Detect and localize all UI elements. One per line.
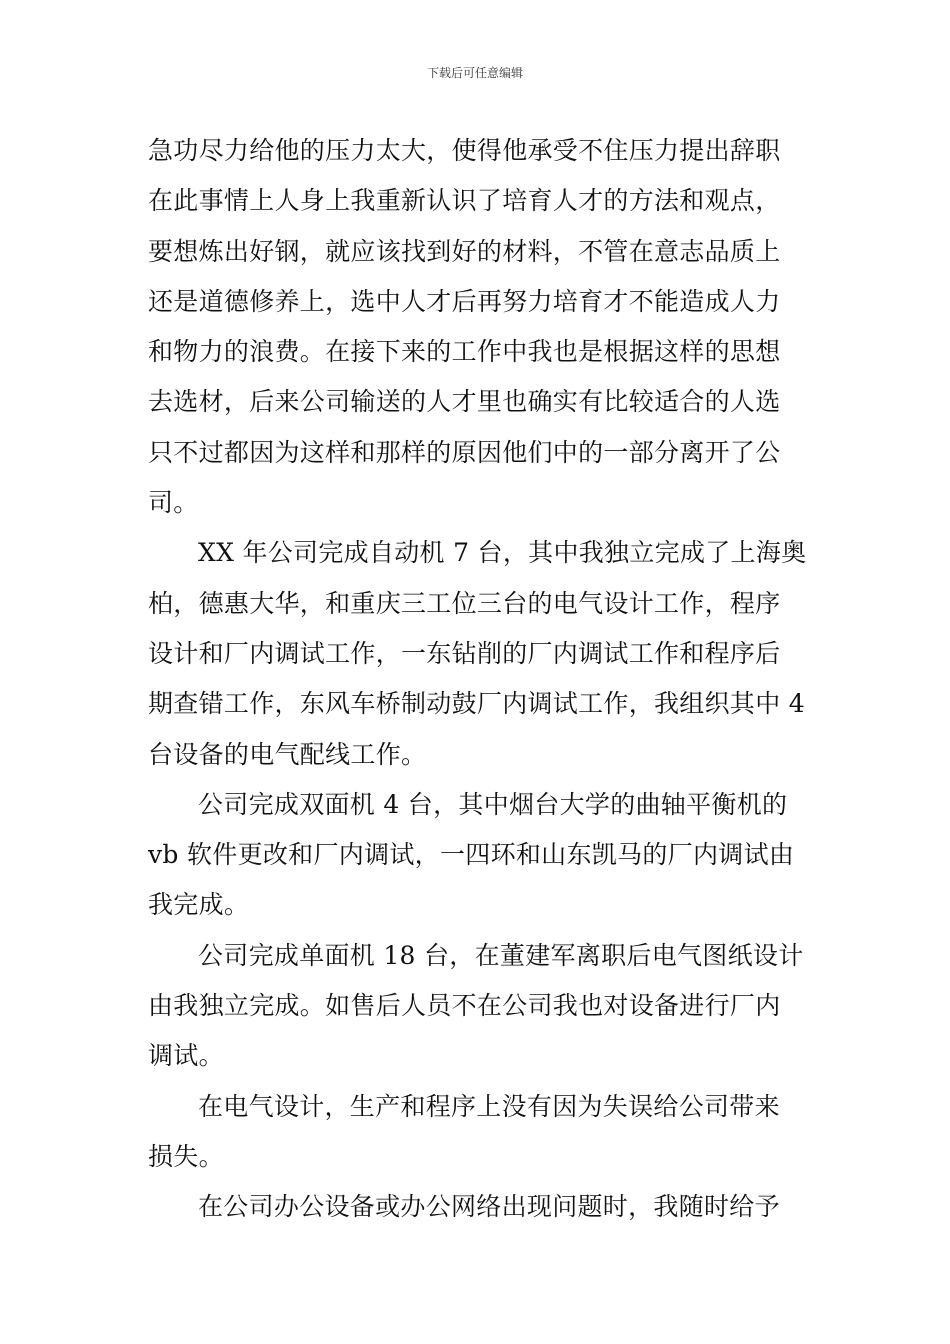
text-line: 还是道德修养上，选中人才后再努力培育才不能造成人力 [148,286,781,316]
text-line: 柏，德惠大华，和重庆三工位三台的电气设计工作，程序 [148,588,781,618]
text-line: 在公司办公设备或办公网络出现问题时，我随时给予 [198,1192,780,1222]
text-line: vb 软件更改和厂内调试，一四环和山东凯马的厂内调试由 [148,840,795,870]
text-line: 和物力的浪费。在接下来的工作中我也是根据这样的思想 [148,337,781,367]
text-line: 急功尽力给他的压力太大，使得他承受不住压力提出辞职 [148,136,781,165]
document-body [148,126,810,1233]
text-line: 只不过都因为这样和那样的原因他们中的一部分离开了公 [148,437,781,467]
text-line: 公司完成双面机 4 台，其中烟台大学的曲轴平衡机的 [198,789,788,819]
text-line: 损失。 [148,1141,224,1171]
text-line: 由我独立完成。如售后人员不在公司我也对设备进行厂内 [148,991,781,1021]
text-line: 在此事情上人身上我重新认识了培育人才的方法和观点， [148,186,781,216]
text-line: 司。 [148,488,199,518]
text-line: 在电气设计，生产和程序上没有因为失误给公司带来 [198,1091,780,1121]
text-line: 期查错工作，东风车桥制动鼓厂内调试工作，我组织其中 4 [148,689,805,719]
text-line: XX 年公司完成自动机 7 台，其中我独立完成了上海奥 [198,538,807,568]
text-line: 要想炼出好钢，就应该找到好的材料，不管在意志品质上 [148,236,781,266]
text-line: 我完成。 [148,890,250,920]
text-line: 调试。 [148,1041,224,1071]
text-line: 公司完成单面机 18 台，在董建军离职后电气图纸设计 [198,940,804,970]
page-header: 下载后可任意编辑 [426,66,523,80]
text-line: 设计和厂内调试工作，一东钻削的厂内调试工作和程序后 [148,638,781,668]
text-line: 台设备的电气配线工作。 [148,739,427,769]
text-line: 去选材，后来公司输送的人才里也确实有比较适合的人选 [148,387,781,417]
